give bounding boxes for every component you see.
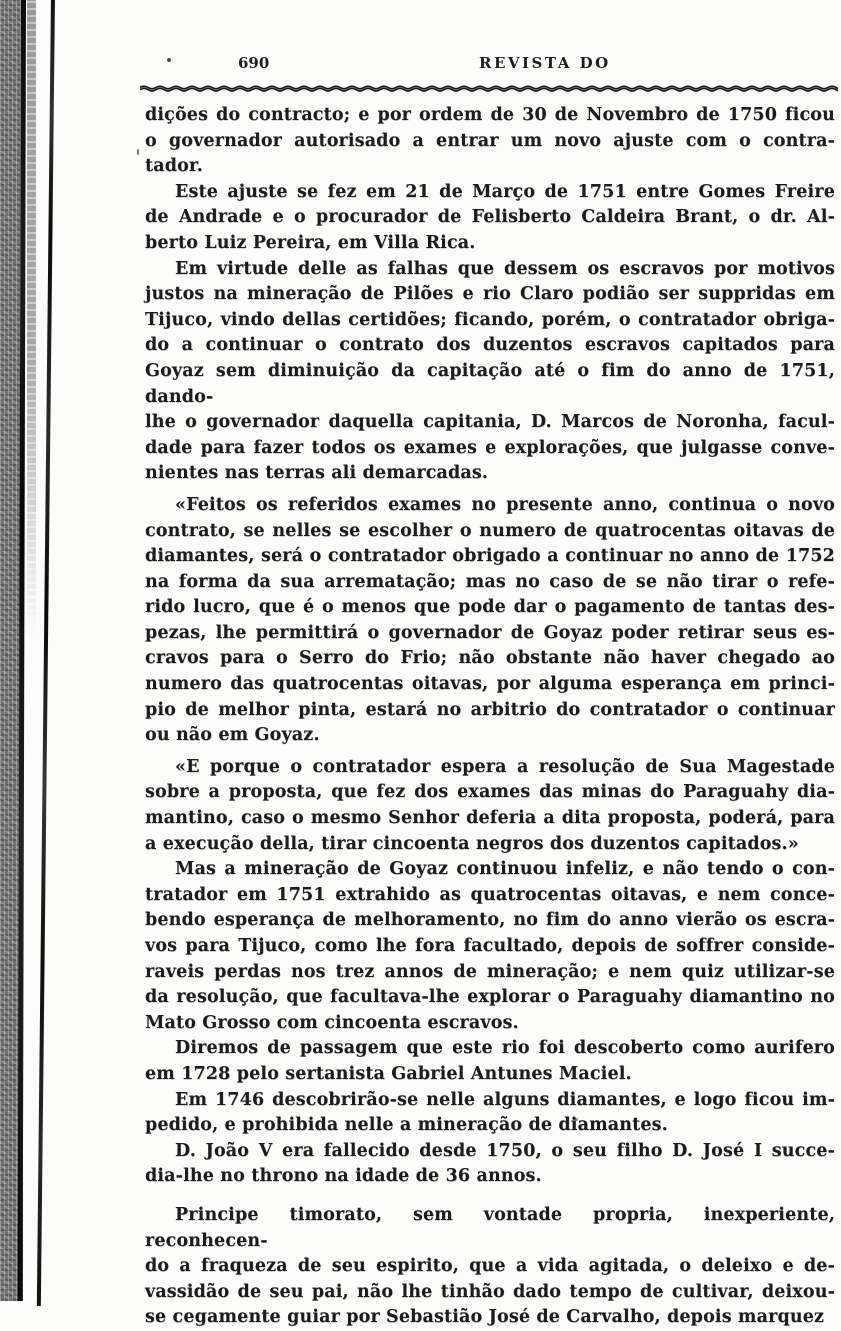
text-line: a execução della, tirar cincoenta negros dos duzentos capitados.» (145, 833, 799, 854)
text-line: de Andrade e o procurador de Felisberto Caldeira Brant, o dr. Al- (145, 207, 835, 228)
page-header (145, 52, 838, 78)
text-line: lhe o governador daquella capitania, D. Marcos de Noronha, facul- (145, 412, 835, 433)
page-number: 690 (238, 54, 270, 72)
paragraph (145, 1036, 835, 1087)
text-line: contrato, se nelles se escolher o numero de quatrocentas oitavas de (145, 520, 835, 541)
text-line: D. João V era fallecido desde 1750, o seu filho D. José I succe- (175, 1140, 835, 1161)
paragraph (145, 1203, 835, 1331)
text-line: numero das quatrocentas oitavas, por alguma esperança em princi- (145, 674, 835, 695)
text-line: Este ajuste se fez em 21 de Março de 1751 entre Gomes Freire (175, 181, 835, 202)
text-line: rido lucro, que é o menos que pode dar o pagamento de tantas des- (145, 597, 835, 618)
header-rule (140, 84, 838, 95)
text-line: pedido, e prohibida nelle a mineração de diamantes. (145, 1115, 668, 1136)
text-line: cravos para o Serro do Frio; não obstante não haver chegado ao (145, 648, 835, 669)
scan-speck (137, 149, 139, 155)
text-line: diamantes, será o contratador obrigado a continuar no anno de 1752 (145, 546, 835, 567)
paragraph (145, 103, 835, 180)
text-line: dia-lhe no throno na idade de 36 annos. (145, 1166, 542, 1187)
text-line: justos na mineração de Pilões e rio Claro podião ser suppridas em (145, 284, 835, 305)
page-gutter-line (37, 0, 55, 1306)
text-line: Principe timorato, sem vontade propria, inexperiente, reconhecen- (145, 1204, 835, 1251)
paragraph (145, 1139, 835, 1190)
text-line: mantino, caso o mesmo Senhor deferia a dita proposta, poderá, para (145, 808, 835, 829)
text-line: pio de melhor pinta, estará no arbitrio do contratador o continuar (145, 699, 835, 720)
text-block (145, 103, 835, 1331)
paragraph (145, 1088, 835, 1139)
binding-gray-band (27, 0, 36, 640)
text-line: Mas a mineração de Goyaz continuou infeliz, e não tendo o con- (175, 859, 835, 880)
text-line: raveis perdas nos trez annos de mineração; e nem quiz utilizar-se (145, 961, 835, 982)
text-line: «E porque o contratador espera a resolução de Sua Magestade (175, 756, 835, 777)
text-line: ou não em Goyaz. (145, 725, 320, 746)
text-line: dade para fazer todos os exames e explorações, que julgasse conve- (145, 437, 835, 458)
text-line: Goyaz sem diminuição da capitação até o fim do anno de 1751, dando- (145, 360, 835, 407)
text-line: do a continuar o contrato dos duzentos escravos capitados para (145, 335, 835, 356)
text-line: Mato Grosso com cincoenta escravos. (145, 1012, 519, 1033)
text-line: bendo esperança de melhoramento, no fim do anno vierão os escra- (145, 910, 835, 931)
text-line: Diremos de passagem que este rio foi descoberto como aurifero (175, 1038, 835, 1059)
journal-title: REVISTA DO (479, 54, 611, 72)
text-line: vos para Tijuco, como lhe fora facultado, depois de soffrer conside- (145, 936, 835, 956)
paragraph (145, 755, 835, 857)
text-line: Tijuco, vindo dellas certidões; ficando, porém, o contratador obriga- (145, 309, 835, 330)
text-line: tador. (145, 156, 203, 177)
text-line: na forma da sua arrematação; mas no caso de se não tirar o refe- (145, 571, 835, 592)
text-line: em 1728 pelo sertanista Gabriel Antunes Maciel. (145, 1063, 632, 1084)
text-line: se cegamente guiar por Sebastião José de Carvalho, depois marquez (145, 1307, 825, 1328)
text-line: «Feitos os referidos exames no presente anno, continua o novo (175, 494, 835, 515)
text-line: Em virtude delle as falhas que dessem os escravos por motivos (175, 258, 835, 279)
text-line: sobre a proposta, que fez dos exames das minas do Paraguahy dia- (145, 782, 835, 803)
text-line: pezas, lhe permittirá o governador de Goyaz poder retirar seus es- (145, 622, 835, 643)
text-line: Em 1746 descobrirão-se nelle alguns diamantes, e logo ficou im- (175, 1089, 835, 1110)
text-line: o governador autorisado a entrar um novo ajuste com o contra- (145, 130, 835, 151)
text-line: nientes nas terras ali demarcadas. (145, 463, 489, 484)
paragraph (145, 493, 835, 749)
text-line: berto Luiz Pereira, em Villa Rica. (145, 232, 476, 253)
text-line: tratador em 1751 extrahido as quatrocentas oitavas, e nem conce- (145, 884, 835, 905)
text-line: dições do contracto; e por ordem de 30 de Novembro de 1750 ficou (145, 105, 835, 125)
text-line: vassidão de seu pai, não lhe tinhão dado tempo de cultivar, deixou- (145, 1281, 835, 1302)
paragraph (145, 257, 835, 487)
paragraph (145, 857, 835, 1036)
text-line: do a fraqueza de seu espirito, que a vida agitada, o deleixo e de- (145, 1256, 835, 1277)
paragraph (145, 180, 835, 257)
text-line: da resolução, que facultava-lhe explorar o Paraguahy diamantino no (145, 987, 835, 1008)
